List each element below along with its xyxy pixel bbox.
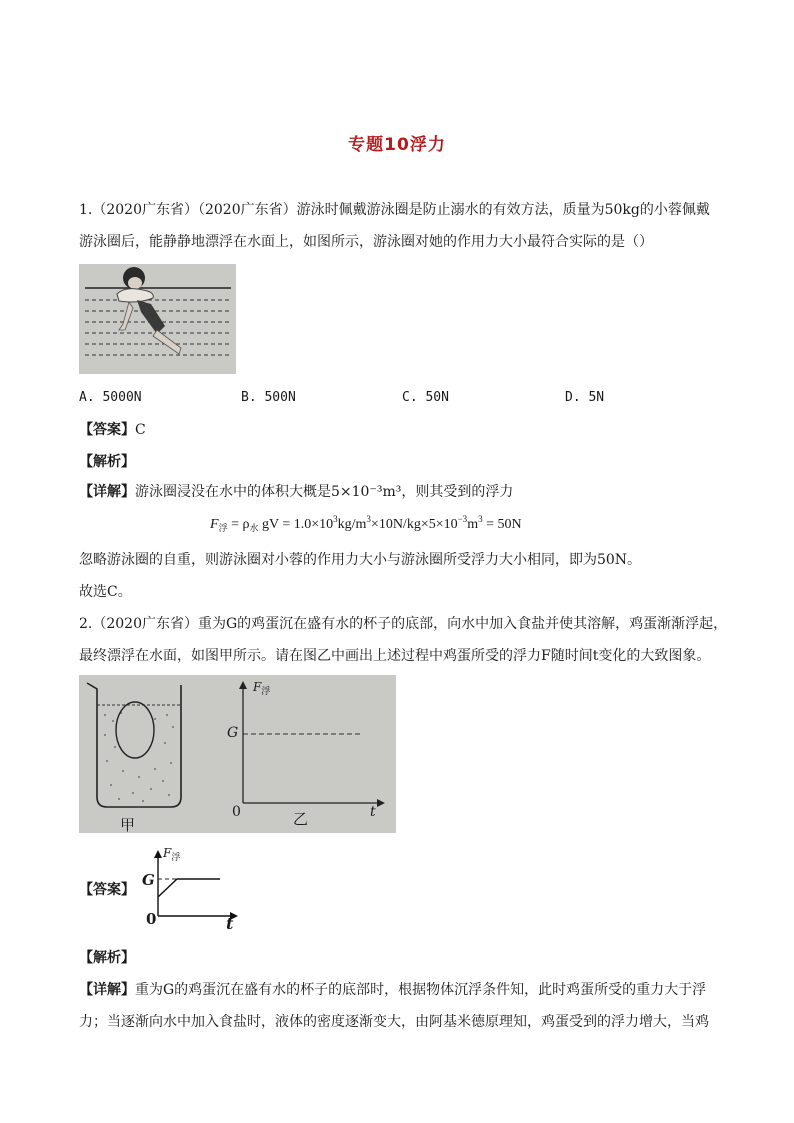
option-b: B. 500N <box>241 390 296 405</box>
q2-analysis-label: 【解析】 <box>79 950 135 966</box>
q2-answer-label: 【答案】 <box>79 882 135 898</box>
q1-analysis-label: 【解析】 <box>79 454 135 470</box>
option-c: C. 50N <box>402 390 449 405</box>
fig-x-axis-label: t <box>370 804 376 820</box>
answer-y-axis-label: $F_浮$ <box>163 846 181 863</box>
buoyancy-formula: $F_浮 = \rho_水$ gV = $1.0\times 10^3kg/m^3\times 10N/kg\times 5\times 10^{-3}m^3 = 50N$ <box>210 514 522 533</box>
option-a: A. 5000N <box>79 390 142 405</box>
q2-line-1: 2.（2020广东省）重为G的鸡蛋沉在盛有水的杯子的底部，向水中加入食盐并使其溶解，鸡蛋渐渐浮起， <box>79 616 728 632</box>
swimmer-photo <box>79 264 236 374</box>
answer-g-label: G <box>142 871 155 889</box>
answer-value: C <box>135 422 146 438</box>
q1-conclusion: 忽略游泳圈的自重，则游泳圈对小蓉的作用力大小与游泳圈所受浮力大小相同，即为50N。 <box>79 552 642 568</box>
detail-text: 游泳圈浸没在水中的体积大概是5×10⁻³m³，则其受到的浮力 <box>135 484 514 500</box>
answer-x-axis-label: t <box>226 914 234 933</box>
q1-line-2: 游泳圈后，能静静地漂浮在水面上，如图所示，游泳圈对她的作用力大小最符合实际的是（） <box>79 234 653 250</box>
option-d: D. 5N <box>565 390 605 405</box>
q1-line-1: 1.（2020广东省）（2020广东省）游泳时佩戴游泳圈是防止溺水的有效方法，质量为50kg的小蓉佩戴 <box>79 202 710 218</box>
q2-line-2: 最终漂浮在水面，如图甲所示。请在图乙中画出上述过程中鸡蛋所受的浮力F随时间t变化的大致图象。 <box>79 648 711 664</box>
fig-y-axis-label: $F_浮$ <box>253 680 271 697</box>
fig-caption-yi: 乙 <box>293 810 309 828</box>
answer-origin-label: 0 <box>146 910 157 928</box>
q1-choose: 故选C。 <box>79 584 132 600</box>
page-title: 专题10浮力 <box>348 135 446 155</box>
fig-caption-jia: 甲 <box>120 816 136 834</box>
fig-origin-label: 0 <box>232 804 241 820</box>
q1-detail <box>79 482 719 502</box>
q2-detail-line-2: 力；当逐渐向水中加入食盐时，液体的密度逐渐变大，由阿基米德原理知，鸡蛋受到的浮力增大，当鸡 <box>79 1014 709 1030</box>
q1-answer <box>79 420 719 440</box>
q2-detail-line-1: 【详解】重为G的鸡蛋沉在盛有水的杯子的底部时，根据物体沉浮条件知，此时鸡蛋所受的重力大于浮 <box>79 982 707 998</box>
fig-g-label: G <box>227 725 239 741</box>
answer-label: 【答案】 <box>79 422 135 438</box>
q2-detail-label: 【详解】 <box>79 982 135 998</box>
detail-label: 【详解】 <box>79 484 135 500</box>
